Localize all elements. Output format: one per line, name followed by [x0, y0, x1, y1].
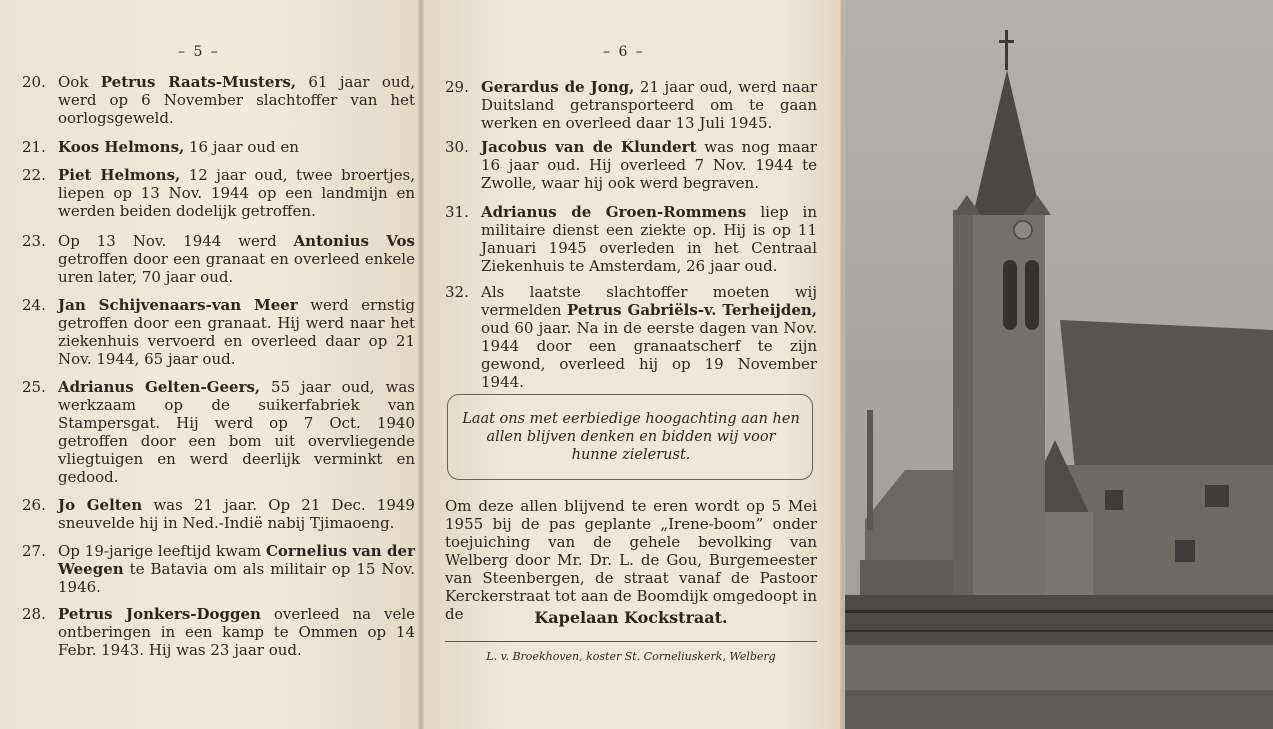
entry-number: 29.: [445, 78, 469, 96]
entry-number: 30.: [445, 138, 469, 156]
entry-number: 26.: [22, 496, 46, 514]
entry-fragment: 12 jaar oud, twee broertjes, liepen op 13 Nov. 1944 op een landmijn en werden beiden dodelijk getroffen.: [58, 166, 415, 220]
entry-fragment: werd ernstig getroffen door een granaat. Hij werd naar het ziekenhuis vervoerd en overleed daar op 21 Nov. 1944, 65 jaar oud.: [58, 296, 416, 368]
entry-text: [58, 73, 415, 127]
entry-fragment: Ook: [58, 73, 101, 91]
closing-paragraph: Om deze allen blijvend te eren wordt op 5 Mei 1955 bij de pas geplante „Irene-boom” onder toejuiching van de gehele bevolking van Welberg door Mr. Dr. L. de Gou, Burgemeester van Steenbergen, de straat vanaf de Pastoor Kerckerstraat tot aan de Boomdijk omgedoopt in de: [445, 497, 817, 623]
entry-fragment: 16 jaar oud en: [184, 138, 299, 156]
entry-text: [58, 138, 415, 156]
entry-number: 25.: [22, 378, 46, 396]
entry-fragment: was nog maar 16 jaar oud. Hij overleed 7 Nov. 1944 te Zwolle, waar hij ook werd begraven.: [481, 138, 818, 192]
divider-rule: [445, 641, 817, 642]
entry-text: [58, 378, 415, 486]
entry-text: [58, 166, 415, 220]
entry-fragment: liep in militaire dienst een ziekte op. Hij is op 11 Januari 1945 overleden in het Centraal Ziekenhuis te Amsterdam, 26 jaar oud.: [481, 203, 817, 275]
entry-number: 24.: [22, 296, 46, 314]
victim-name: Gerardus de Jong,: [481, 78, 635, 96]
victim-name: Antonius Vos: [293, 232, 415, 250]
victim-name: Jan Schijvenaars-van Meer: [58, 296, 298, 314]
page-number: – 5 –: [178, 44, 220, 60]
victim-name: Petrus Raats-Musters,: [100, 73, 297, 91]
victim-name: Adrianus Gelten-Geers,: [58, 378, 261, 396]
entry-fragment: Als laatste slachtoffer moeten wij vermelden: [481, 283, 817, 319]
entry-number: 21.: [22, 138, 46, 156]
entry-text: [481, 78, 817, 132]
entry-number: 23.: [22, 232, 46, 250]
victim-name: Jacobus van de Klundert: [481, 138, 697, 156]
church-photo: [845, 0, 1273, 729]
page-number: – 6 –: [603, 44, 645, 60]
victim-name: Petrus Gabriëls-v. Terheijden,: [567, 301, 817, 319]
victim-name: Petrus Jonkers-Doggen: [58, 605, 261, 623]
entry-fragment: overleed na vele ontberingen in een kamp te Ommen op 14 Febr. 1943. Hij was 23 jaar oud.: [58, 605, 416, 659]
entry-text: [58, 296, 415, 368]
entry-fragment: 55 jaar oud, was werkzaam op de suikerfabriek van Stampersgat. Hij werd op 7 Oct. 1940 getroffen door een bom uit overvliegende vliegtuigen en werd deerlijk verminkt en gedood.: [58, 378, 415, 486]
credit-line: L. v. Broekhoven, koster St. Corneliuskerk, Welberg: [486, 650, 776, 663]
entry-number: 22.: [22, 166, 46, 184]
entry-text: [58, 542, 415, 596]
entry-fragment: 61 jaar oud, werd op 6 November slachtoffer van het oorlogsgeweld.: [58, 73, 415, 127]
entry-number: 20.: [22, 73, 46, 91]
entry-text: [58, 496, 415, 532]
entry-text: [58, 605, 415, 659]
page-fold: [418, 0, 424, 729]
victim-name: Koos Helmons,: [58, 138, 185, 156]
entry-text: [58, 232, 415, 286]
entry-fragment: oud 60 jaar. Na in de eerste dagen van Nov. 1944 door een granaatscherf te zijn gewond, overleed hij op 19 November 1944.: [481, 319, 817, 391]
entry-fragment: was 21 jaar. Op 21 Dec. 1949 sneuvelde hij in Ned.-Indië nabij Tjimaoeng.: [58, 496, 415, 532]
entry-text: [481, 138, 817, 192]
victim-name: Piet Helmons,: [58, 166, 181, 184]
entry-number: 32.: [445, 283, 469, 301]
entry-fragment: Op 13 Nov. 1944 werd: [58, 232, 294, 250]
street-name: Kapelaan Kockstraat.: [534, 608, 728, 627]
prayer-text: Laat ons met eerbiedige hoogachting aan hen allen blijven denken en bidden wij voor hunne zielerust.: [462, 411, 800, 463]
entry-text: [481, 203, 817, 275]
page-5: [0, 0, 425, 729]
entry-fragment: 21 jaar oud, werd naar Duitsland getransporteerd om te gaan werken en overleed daar 13 Juli 1945.: [481, 78, 817, 132]
entry-fragment: getroffen door een granaat en overleed enkele uren later, 70 jaar oud.: [58, 250, 415, 286]
entry-text: [481, 283, 817, 391]
entry-fragment: Op 19-jarige leeftijd kwam: [58, 542, 266, 560]
victim-name: Adrianus de Groen-Rommens: [481, 203, 747, 221]
entry-number: 28.: [22, 605, 46, 623]
church-illustration: [845, 0, 1273, 729]
entry-fragment: te Batavia om als militair op 15 Nov. 1946.: [58, 560, 415, 596]
entry-number: 31.: [445, 203, 469, 221]
victim-name: Cornelius van der Weegen: [58, 542, 415, 578]
entry-number: 27.: [22, 542, 46, 560]
victim-name: Jo Gelten: [58, 496, 143, 514]
